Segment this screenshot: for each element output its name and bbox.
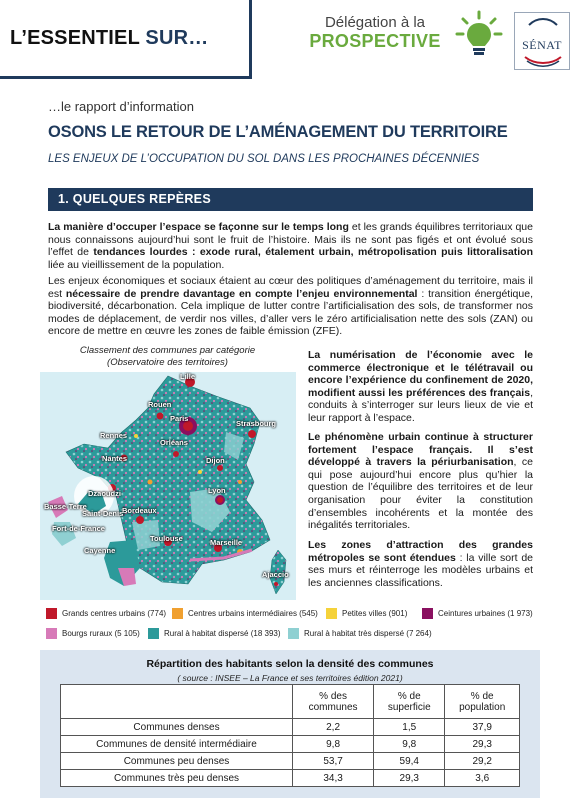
table-cell: 9,8 (374, 736, 445, 753)
table-cell: 2,2 (293, 719, 374, 736)
map-label-cayenne: Cayenne (84, 546, 116, 555)
delegation-logo-text (300, 14, 450, 52)
table-cell: 34,3 (293, 770, 374, 787)
table-cell: Communes denses (61, 719, 293, 736)
right-paragraph-2: Le phénomène urbain continue à structurer fortement l’espace français. Il s’est développé à travers la périurbanisation, ce qui pose aujourd’hui encore plus qu’hier la question de l’équilibre des territoires et de leur organisation pour éviter la constitution d’ensembles incohérents et la montée des inégalités territoriales. (308, 431, 533, 532)
density-table (60, 684, 520, 787)
map-label-lyon: Lyon (208, 486, 226, 495)
page-title: OSONS LE RETOUR DE L’AMÉNAGEMENT DU TERRITOIRE (48, 123, 508, 141)
map-label-dzaoudzi: Dzaoudzi (88, 489, 121, 498)
report-kicker: …le rapport d’information (48, 99, 194, 114)
table-title: Répartition des habitants selon la densité des communes (146, 658, 434, 670)
section-heading: 1. QUELQUES REPÈRES (58, 192, 211, 206)
intro-paragraph-2: Les enjeux économiques et sociaux étaient au cœur des politiques d’aménagement du territoire, mais il est nécessaire de prendre davantage en compte l’enjeu environnemental : transition énergétique, biodiversité, décarbonation. Cela implique de lutter contre l’artificialisation des sols, de transformer nos modes de déplacement, de verdir nos villes, d’aller vers le zéro artificialisation nette des sols (ZAN) ou encore de mettre en œuvre les zones de faible émission (ZFE). (48, 275, 533, 338)
table-source: ( source : INSEE – La France et ses territoires édition 2021) (177, 673, 403, 683)
intro-paragraph-1: La manière d’occuper l’espace se façonne sur le temps long et les grands équilibres territoriaux que nous connaissons aujourd’hui sont le fruit de l’histoire. Mais ils ne sont pas figés et ont évolué sous l’effet de tendances lourdes : exode rural, étalement urbain, métropolisation puis littoralisation liée au vieillissement de la population. (48, 221, 533, 271)
map-label-dijon: Dijon (206, 456, 225, 465)
table-cell: 3,6 (445, 770, 520, 787)
table-cell: Communes très peu denses (61, 770, 293, 787)
map-label-saint-denis: Saint-Denis (82, 509, 124, 518)
legend-swatch (46, 628, 57, 639)
map-label-lille: Lille (180, 372, 196, 381)
table-cell: 37,9 (445, 719, 520, 736)
table-cell: 53,7 (293, 753, 374, 770)
legend-item: Rural à habitat très dispersé (7 264) (288, 628, 432, 639)
legend-item: Centres urbains intermédiaires (545) (172, 608, 318, 619)
map-legend (40, 606, 540, 646)
map-label-paris: Paris (170, 414, 189, 423)
table-header-cell: % de population (445, 685, 520, 719)
legend-swatch (326, 608, 337, 619)
legend-swatch (288, 628, 299, 639)
right-paragraph-3: Les zones d’attraction des grandes métropoles se sont étendues : la ville sort de ses murs et réinterroge les modèles urbains et les anciennes classifications. (308, 539, 533, 589)
header (0, 0, 581, 86)
right-paragraph-1: La numérisation de l’économie avec le commerce électronique et le télétravail ou encore l’expérience du confinement de 2020, modifient aussi les préférences des français, conduits à s’interroger sur leurs lieux de vie et leur rapport à l’espace. (308, 349, 533, 424)
map-label-toulouse: Toulouse (150, 534, 183, 543)
table-cell: Communes peu denses (61, 753, 293, 770)
table-cell: 59,4 (374, 753, 445, 770)
table-cell: 1,5 (374, 719, 445, 736)
table-cell: 29,3 (374, 770, 445, 787)
map-label-ajaccio: Ajaccio (262, 570, 289, 579)
senat-logo (514, 12, 570, 70)
table-row (61, 770, 520, 787)
map-label-nantes: Nantes (102, 454, 128, 463)
map-label-fort-de-france: Fort-de-France (52, 524, 105, 533)
page-subtitle: LES ENJEUX DE L’OCCUPATION DU SOL DANS LES PROCHAINES DÉCENNIES (48, 153, 480, 165)
legend-item: Ceintures urbaines (1 973) (422, 608, 533, 619)
map-label-rennes: Rennes (100, 431, 128, 440)
lightbulb-icon (454, 10, 504, 60)
table-header-cell: % de superficie (374, 685, 445, 719)
delegation-line1: Délégation à la (324, 14, 426, 31)
delegation-line2: PROSPECTIVE (309, 31, 441, 51)
table-header-row (61, 685, 520, 719)
legend-swatch (46, 608, 57, 619)
legend-swatch (172, 608, 183, 619)
section-heading-bar (48, 188, 533, 211)
legend-item: Grands centres urbains (774) (46, 608, 166, 619)
map-label-rouen: Rouen (148, 400, 172, 409)
france-commune-map (40, 372, 296, 600)
legend-item: Petites villes (901) (326, 608, 407, 619)
legend-item: Bourgs ruraux (5 105) (46, 628, 140, 639)
table-header-cell: % des communes (293, 685, 374, 719)
essentiel-title: L’ESSENTIEL SUR… (10, 27, 209, 49)
table-header-cell (61, 685, 293, 719)
legend-swatch (148, 628, 159, 639)
table-row (61, 719, 520, 736)
legend-item: Rural à habitat dispersé (18 393) (148, 628, 281, 639)
table-row (61, 753, 520, 770)
map-caption: Classement des communes par catégorie (Observatoire des territoires) (79, 345, 256, 368)
map-label-strasbourg: Strasbourg (236, 419, 277, 428)
map-label-basse-terre: Basse-Terre (44, 502, 87, 511)
essentiel-banner (0, 0, 252, 79)
table-cell: 29,2 (445, 753, 520, 770)
table-cell: Communes de densité intermédiaire (61, 736, 293, 753)
senat-label: SÉNAT (522, 38, 562, 52)
table-row (61, 736, 520, 753)
table-cell: 9,8 (293, 736, 374, 753)
map-label-marseille: Marseille (210, 538, 243, 547)
map-label-orleans: Orléans (160, 438, 188, 447)
table-cell: 29,3 (445, 736, 520, 753)
legend-swatch (422, 608, 433, 619)
map-label-bordeaux: Bordeaux (122, 506, 157, 515)
density-table-panel (40, 650, 540, 798)
